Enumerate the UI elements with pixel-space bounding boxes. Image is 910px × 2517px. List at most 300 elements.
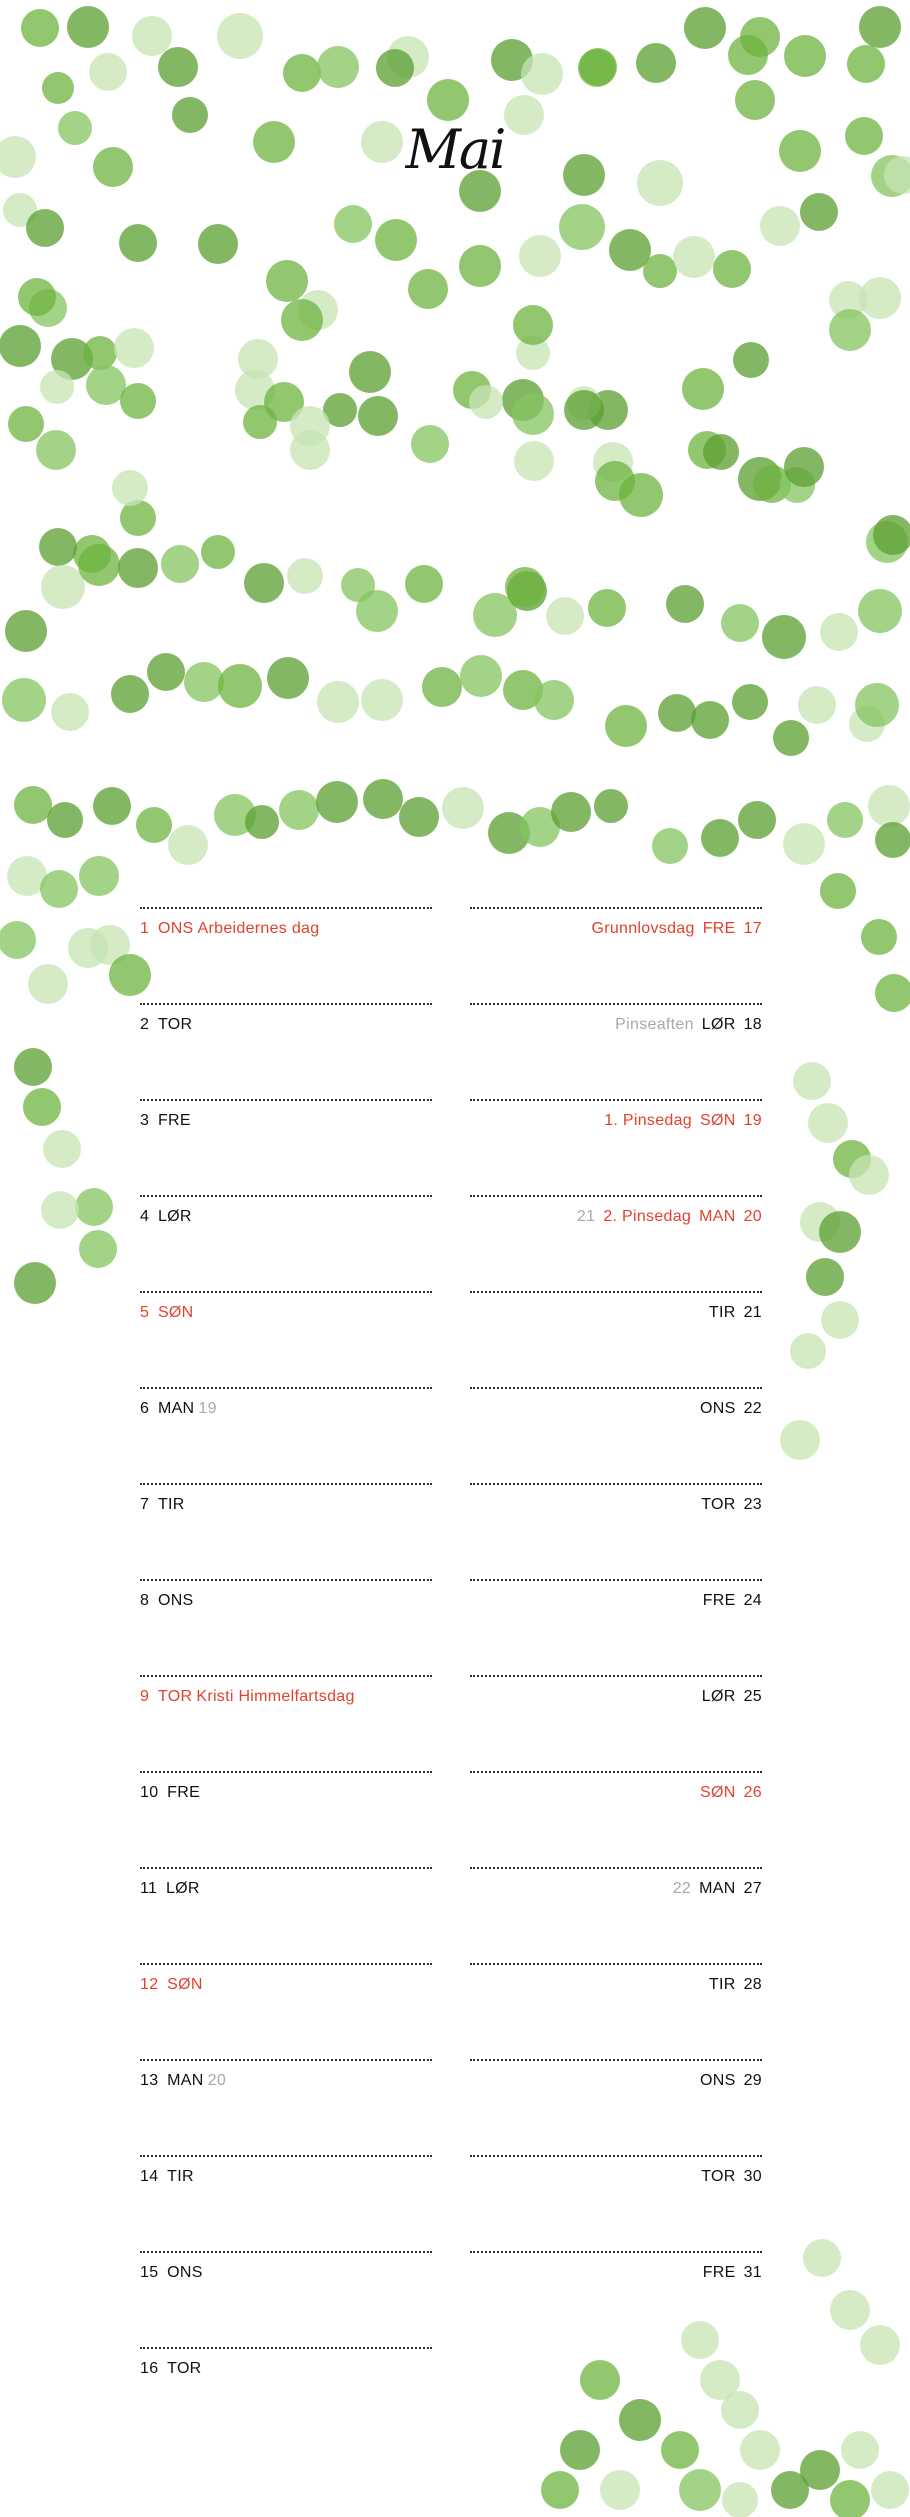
- watercolor-dot: [827, 802, 863, 838]
- watercolor-dot: [21, 9, 59, 47]
- holiday-note: Pinseaften: [615, 1016, 694, 1033]
- watercolor-dot: [806, 1258, 844, 1296]
- day-number: 15: [140, 2264, 159, 2281]
- watercolor-dot: [427, 79, 469, 121]
- dotted-rule: [470, 1483, 762, 1485]
- watercolor-dot: [652, 828, 688, 864]
- dotted-rule: [140, 2155, 432, 2157]
- watercolor-dot: [740, 17, 780, 57]
- watercolor-dot: [803, 2239, 841, 2277]
- watercolor-dot: [23, 1088, 61, 1126]
- day-row[interactable]: [470, 2251, 762, 2347]
- day-row[interactable]: [470, 1387, 762, 1483]
- watercolor-dot: [521, 53, 563, 95]
- watercolor-dot: [859, 277, 901, 319]
- watercolor-dot: [0, 325, 41, 367]
- weekday: SØN: [700, 1112, 736, 1129]
- dotted-rule: [470, 1003, 762, 1005]
- day-number: 7: [140, 1496, 150, 1513]
- watercolor-dot: [119, 224, 157, 262]
- watercolor-dot: [713, 250, 751, 288]
- watercolor-dot: [600, 2470, 640, 2510]
- week-number: 22: [672, 1880, 692, 1897]
- watercolor-dot: [800, 2450, 840, 2490]
- watercolor-dot: [605, 705, 647, 747]
- day-number: 18: [743, 1016, 762, 1033]
- watercolor-dot: [408, 269, 448, 309]
- day-number: 30: [743, 2168, 762, 2185]
- day-row[interactable]: [140, 1867, 432, 1963]
- watercolor-dot: [67, 6, 109, 48]
- watercolor-dot: [18, 278, 56, 316]
- day-label: [140, 2359, 432, 2379]
- weekday: TOR: [167, 2360, 202, 2377]
- watercolor-dot: [8, 406, 44, 442]
- day-row[interactable]: [470, 1483, 762, 1579]
- watercolor-dot: [361, 679, 403, 721]
- dotted-rule: [140, 2059, 432, 2061]
- watercolor-dot: [375, 219, 417, 261]
- day-label: [470, 1879, 762, 1899]
- watercolor-dot: [738, 801, 776, 839]
- weekday: FRE: [702, 2264, 736, 2281]
- day-row[interactable]: [140, 2155, 432, 2251]
- day-label: [140, 1591, 432, 1611]
- watercolor-dot: [161, 545, 199, 583]
- weekday: FRE: [702, 920, 736, 937]
- watercolor-dot: [800, 193, 838, 231]
- day-label: [470, 1783, 762, 1803]
- watercolor-dot: [784, 35, 826, 77]
- day-number: 1: [140, 920, 150, 937]
- day-number: 25: [743, 1688, 762, 1705]
- watercolor-dot: [798, 686, 836, 724]
- day-row[interactable]: [470, 1195, 762, 1291]
- watercolor-dot: [722, 2482, 758, 2517]
- weekday: TOR: [157, 1688, 193, 1705]
- watercolor-dot: [868, 785, 910, 827]
- watercolor-dot: [86, 365, 126, 405]
- watercolor-dot: [733, 342, 769, 378]
- dotted-rule: [470, 1099, 762, 1101]
- day-label: [470, 2263, 762, 2283]
- day-label: [140, 1783, 432, 1803]
- watercolor-dot: [2, 678, 46, 722]
- watercolor-dot: [469, 385, 503, 419]
- watercolor-dot: [636, 43, 676, 83]
- day-number: 28: [743, 1976, 762, 1993]
- day-label: [470, 1975, 762, 1995]
- weekday: LØR: [701, 1688, 736, 1705]
- day-row[interactable]: [470, 1675, 762, 1771]
- watercolor-dot: [244, 563, 284, 603]
- day-row[interactable]: [470, 1771, 762, 1867]
- week-number: 20: [207, 2072, 227, 2089]
- day-number: 24: [743, 1592, 762, 1609]
- dotted-rule: [470, 2059, 762, 2061]
- day-row[interactable]: [140, 2059, 432, 2155]
- watercolor-dot: [376, 49, 414, 87]
- day-label: [470, 919, 762, 939]
- weekday: FRE: [167, 1784, 201, 1801]
- watercolor-dot: [168, 825, 208, 865]
- day-label: [140, 1207, 432, 1227]
- watercolor-dot: [14, 1262, 56, 1304]
- day-label: [140, 1399, 432, 1419]
- day-number: 20: [743, 1208, 762, 1225]
- day-label: [470, 1687, 762, 1707]
- watercolor-dot: [790, 1333, 826, 1369]
- day-label: [470, 2071, 762, 2091]
- watercolor-dot: [43, 1130, 81, 1168]
- watercolor-dot: [666, 585, 704, 623]
- watercolor-dot: [459, 245, 501, 287]
- day-label: [470, 1495, 762, 1515]
- watercolor-dot: [619, 2399, 661, 2441]
- watercolor-dot: [513, 305, 553, 345]
- month-title: Mai: [405, 118, 505, 181]
- dotted-rule: [470, 1675, 762, 1677]
- watercolor-dot: [740, 2430, 780, 2470]
- weekday: TOR: [701, 1496, 736, 1513]
- watercolor-dot: [349, 351, 391, 393]
- watercolor-dot: [317, 681, 359, 723]
- day-row[interactable]: [470, 907, 762, 1003]
- day-row[interactable]: [140, 1579, 432, 1675]
- watercolor-dot: [111, 675, 149, 713]
- watercolor-dot: [316, 781, 358, 823]
- watercolor-dot: [83, 336, 117, 370]
- watercolor-dot: [847, 45, 885, 83]
- day-number: 3: [140, 1112, 150, 1129]
- watercolor-dot: [551, 792, 591, 832]
- dotted-rule: [470, 1291, 762, 1293]
- holiday-note: Grunnlovsdag: [591, 920, 695, 937]
- day-row[interactable]: [140, 1003, 432, 1099]
- watercolor-dot: [762, 615, 806, 659]
- day-number: 29: [743, 2072, 762, 2089]
- watercolor-dot: [780, 1420, 820, 1460]
- watercolor-dot: [820, 613, 858, 651]
- watercolor-dot: [858, 589, 902, 633]
- day-label: [470, 1015, 762, 1035]
- day-row[interactable]: [470, 2155, 762, 2251]
- day-number: 21: [743, 1304, 762, 1321]
- watercolor-dot: [422, 667, 462, 707]
- watercolor-dot: [26, 209, 64, 247]
- watercolor-dot: [564, 390, 604, 430]
- watercolor-dot: [287, 558, 323, 594]
- day-row[interactable]: [470, 1003, 762, 1099]
- dotted-rule: [470, 1195, 762, 1197]
- day-number: 27: [743, 1880, 762, 1897]
- watercolor-dot: [679, 2469, 721, 2511]
- watercolor-dot: [0, 921, 36, 959]
- week-number: 19: [198, 1400, 217, 1417]
- watercolor-dot: [808, 1103, 848, 1143]
- watercolor-dot: [363, 779, 403, 819]
- dotted-rule: [140, 2251, 432, 2253]
- watercolor-dot: [643, 254, 677, 288]
- dotted-rule: [470, 1771, 762, 1773]
- watercolor-dot: [559, 204, 605, 250]
- watercolor-dot: [118, 548, 158, 588]
- watercolor-dot: [290, 430, 330, 470]
- watercolor-dot: [42, 72, 74, 104]
- dotted-rule: [470, 1867, 762, 1869]
- weekday: MAN: [157, 1400, 195, 1417]
- dotted-rule: [140, 1003, 432, 1005]
- watercolor-dot: [41, 565, 85, 609]
- watercolor-dot: [783, 823, 825, 865]
- watercolor-dot: [860, 2325, 900, 2365]
- watercolor-dot: [89, 53, 127, 91]
- day-label: [140, 1111, 432, 1131]
- weekday: ONS: [157, 920, 194, 937]
- weekday: TIR: [167, 2168, 194, 2185]
- day-label: [140, 2263, 432, 2283]
- watercolor-dot: [39, 528, 77, 566]
- watercolor-dot: [112, 470, 148, 506]
- day-row[interactable]: [140, 907, 432, 1003]
- watercolor-dot: [859, 6, 901, 48]
- watercolor-dot: [442, 787, 484, 829]
- dotted-rule: [470, 1387, 762, 1389]
- watercolor-dot: [198, 224, 238, 264]
- watercolor-dot: [773, 720, 809, 756]
- watercolor-dot: [356, 590, 398, 632]
- day-label: [140, 2071, 432, 2091]
- watercolor-dot: [588, 589, 626, 627]
- day-number: 16: [140, 2360, 159, 2377]
- dotted-rule: [140, 1387, 432, 1389]
- day-label: [140, 1495, 432, 1515]
- dotted-rule: [140, 1099, 432, 1101]
- weekday: SØN: [157, 1304, 194, 1321]
- day-row[interactable]: [140, 2347, 432, 2443]
- watercolor-dot: [217, 13, 263, 59]
- watercolor-dot: [40, 870, 78, 908]
- day-row[interactable]: [470, 1867, 762, 1963]
- watercolor-dot: [460, 655, 502, 697]
- watercolor-dot: [79, 1230, 117, 1268]
- day-row[interactable]: [140, 1963, 432, 2059]
- weekday: ONS: [167, 2264, 203, 2281]
- watercolor-dot: [317, 46, 359, 88]
- watercolor-dot: [841, 2431, 879, 2469]
- watercolor-dot: [546, 597, 584, 635]
- day-row[interactable]: [140, 1195, 432, 1291]
- day-number: 23: [743, 1496, 762, 1513]
- watercolor-dot: [735, 80, 775, 120]
- holiday-note: 1. Pinsedag: [604, 1112, 693, 1129]
- watercolor-dot: [619, 473, 663, 517]
- watercolor-dot: [405, 565, 443, 603]
- dotted-rule: [140, 1867, 432, 1869]
- watercolor-dot: [732, 684, 768, 720]
- weekday: FRE: [702, 1592, 736, 1609]
- watercolor-dot: [760, 206, 800, 246]
- watercolor-dot: [184, 662, 224, 702]
- watercolor-dot: [120, 383, 156, 419]
- watercolor-dot: [243, 405, 277, 439]
- watercolor-dot: [721, 2391, 759, 2429]
- day-row[interactable]: [140, 1291, 432, 1387]
- weekday: MAN: [699, 1880, 736, 1897]
- watercolor-dot: [701, 819, 739, 857]
- watercolor-dot: [849, 1155, 889, 1195]
- day-number: 5: [140, 1304, 150, 1321]
- watercolor-dot: [114, 328, 154, 368]
- day-row[interactable]: [470, 1291, 762, 1387]
- watercolor-dot: [147, 653, 185, 691]
- watercolor-dot: [93, 787, 131, 825]
- dotted-rule: [470, 2251, 762, 2253]
- weekday: MAN: [167, 2072, 204, 2089]
- day-number: 12: [140, 1976, 159, 1993]
- day-row[interactable]: [470, 1963, 762, 2059]
- watercolor-dot: [358, 396, 398, 436]
- dotted-rule: [470, 2155, 762, 2157]
- watercolor-dot: [334, 205, 372, 243]
- weekday: ONS: [157, 1592, 194, 1609]
- day-label: [470, 1591, 762, 1611]
- watercolor-dot: [819, 1211, 861, 1253]
- watercolor-dot: [875, 822, 910, 858]
- watercolor-dot: [5, 610, 47, 652]
- day-label: [140, 1303, 432, 1323]
- watercolor-dot: [661, 2431, 699, 2469]
- day-row[interactable]: [140, 1771, 432, 1867]
- watercolor-dot: [519, 235, 561, 277]
- day-row[interactable]: [140, 2251, 432, 2347]
- weekday: TOR: [701, 2168, 736, 2185]
- watercolor-dot: [703, 434, 739, 470]
- watercolor-dot: [534, 680, 574, 720]
- watercolor-dot: [399, 797, 439, 837]
- watercolor-dot: [75, 1188, 113, 1226]
- watercolor-dot: [580, 2360, 620, 2400]
- weekday: LØR: [157, 1208, 192, 1225]
- day-number: 11: [140, 1880, 158, 1897]
- dotted-rule: [140, 1483, 432, 1485]
- watercolor-dot: [201, 535, 235, 569]
- watercolor-dot: [784, 447, 824, 487]
- dotted-rule: [470, 907, 762, 909]
- watercolor-dot: [267, 657, 309, 699]
- day-row[interactable]: [140, 1099, 432, 1195]
- day-label: [470, 1111, 762, 1131]
- watercolor-dot: [514, 441, 554, 481]
- day-number: 6: [140, 1400, 150, 1417]
- watercolor-dot: [505, 567, 545, 607]
- watercolor-dot: [721, 604, 759, 642]
- weekday: TIR: [157, 1496, 185, 1513]
- day-number: 19: [743, 1112, 762, 1129]
- holiday-note: 2. Pinsedag: [603, 1208, 692, 1225]
- weekday: SØN: [700, 1784, 736, 1801]
- watercolor-dot: [541, 2471, 579, 2509]
- watercolor-dot: [411, 425, 449, 463]
- dotted-rule: [140, 1195, 432, 1197]
- watercolor-dot: [14, 1048, 52, 1086]
- day-label: [140, 919, 432, 939]
- watercolor-dot: [673, 236, 715, 278]
- dotted-rule: [140, 2347, 432, 2349]
- weekday: TIR: [708, 1976, 736, 1993]
- watercolor-dot: [51, 693, 89, 731]
- watercolor-dot: [79, 856, 119, 896]
- day-row[interactable]: [470, 1099, 762, 1195]
- dotted-rule: [470, 1963, 762, 1965]
- day-number: 10: [140, 1784, 159, 1801]
- watercolor-dot: [594, 789, 628, 823]
- day-label: [470, 1207, 762, 1227]
- week-number: 21: [576, 1208, 596, 1225]
- day-number: 17: [743, 920, 762, 937]
- watercolor-dot: [861, 919, 897, 955]
- day-row[interactable]: [470, 1579, 762, 1675]
- day-number: 14: [140, 2168, 159, 2185]
- weekday: LØR: [701, 1016, 736, 1033]
- watercolor-dot: [78, 544, 120, 586]
- weekday: TIR: [708, 1304, 736, 1321]
- watercolor-dot: [512, 393, 554, 435]
- day-row[interactable]: [140, 1675, 432, 1771]
- day-row[interactable]: [470, 2059, 762, 2155]
- day-number: 13: [140, 2072, 159, 2089]
- day-number: 8: [140, 1592, 150, 1609]
- holiday-note: Kristi Himmelfartsdag: [196, 1688, 355, 1705]
- watercolor-dot: [266, 260, 308, 302]
- day-row[interactable]: [140, 1387, 432, 1483]
- weekday: ONS: [700, 2072, 736, 2089]
- watercolor-dot: [579, 48, 617, 86]
- watercolor-dot: [830, 2290, 870, 2330]
- day-number: 9: [140, 1688, 150, 1705]
- day-number: 31: [743, 2264, 762, 2281]
- dotted-rule: [140, 1771, 432, 1773]
- watercolor-dot: [793, 1062, 831, 1100]
- watercolor-dot: [36, 430, 76, 470]
- day-row[interactable]: [140, 1483, 432, 1579]
- watercolor-dot: [871, 2471, 909, 2509]
- day-number: 26: [743, 1784, 762, 1801]
- day-number: 4: [140, 1208, 150, 1225]
- day-label: [470, 2167, 762, 2187]
- weekday: MAN: [699, 1208, 736, 1225]
- day-label: [140, 1015, 432, 1035]
- day-number: 2: [140, 1016, 150, 1033]
- day-label: [140, 1975, 432, 1995]
- weekday: TOR: [157, 1016, 193, 1033]
- watercolor-dot: [821, 1301, 859, 1339]
- watercolor-dot: [875, 974, 910, 1012]
- watercolor-dot: [829, 309, 871, 351]
- dotted-rule: [140, 1675, 432, 1677]
- watercolor-dot: [41, 1191, 79, 1229]
- weekday: LØR: [165, 1880, 200, 1897]
- watercolor-dot: [281, 299, 323, 341]
- dotted-rule: [140, 1291, 432, 1293]
- watercolor-dot: [158, 47, 198, 87]
- watercolor-dot: [855, 683, 899, 727]
- watercolor-dot: [40, 370, 74, 404]
- watercolor-dot: [132, 16, 172, 56]
- weekday: SØN: [167, 1976, 203, 1993]
- watercolor-dot: [28, 964, 68, 1004]
- watercolor-dot: [218, 664, 262, 708]
